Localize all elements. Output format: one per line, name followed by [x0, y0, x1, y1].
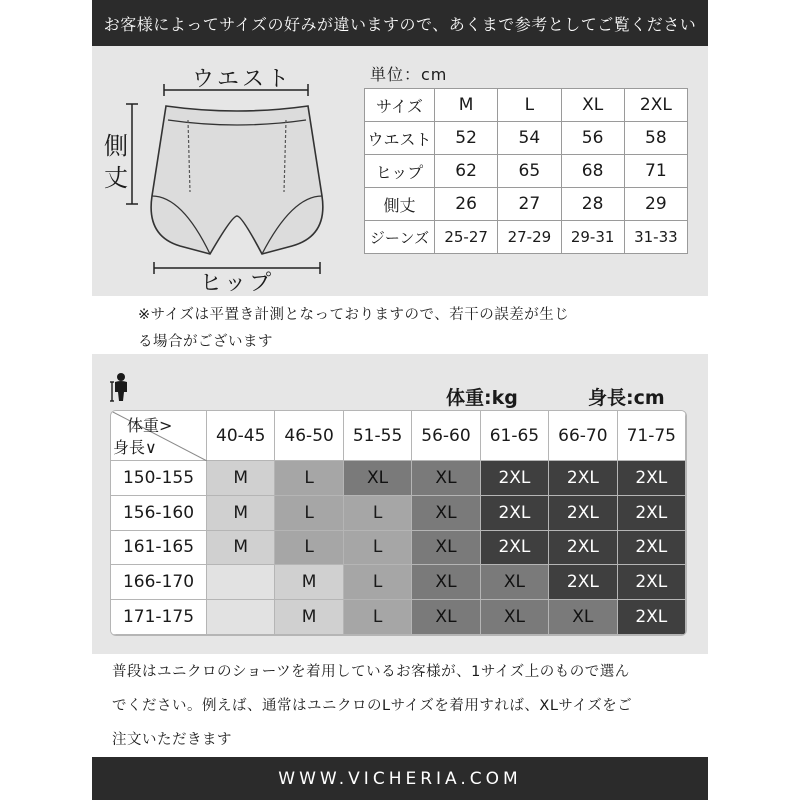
size-cell: L — [275, 531, 343, 566]
size-table-cell: 29 — [624, 188, 687, 221]
weight-header-cell: 61-65 — [481, 411, 549, 461]
hip-label: ヒップ — [199, 271, 275, 296]
size-table-header — [365, 89, 688, 122]
size-cell: L — [344, 600, 412, 635]
size-cell — [207, 600, 275, 635]
size-table-cell: 68 — [561, 155, 624, 188]
size-table-cell: M — [435, 89, 498, 122]
unit-label: 単位：cm — [370, 65, 448, 84]
size-cell: M — [207, 496, 275, 531]
size-table-cell: 27 — [498, 188, 561, 221]
size-cell — [207, 565, 275, 600]
weight-header-cell: 51-55 — [344, 411, 412, 461]
measurement-note-line: ※サイズは平置き計測となっておりますので、若干の誤差が生じ — [138, 307, 570, 323]
size-cell: XL — [412, 461, 480, 496]
size-table-cell: 71 — [624, 155, 687, 188]
bottom-banner — [92, 757, 708, 800]
body-figure-icon — [110, 372, 132, 402]
side-label-1: 側 — [104, 132, 128, 160]
size-table-cell: 26 — [435, 188, 498, 221]
size-table-cell: 2XL — [624, 89, 687, 122]
uniqlo-note-line: 注文いただきます — [112, 732, 232, 748]
uniqlo-note — [112, 655, 702, 757]
size-cell: XL — [344, 461, 412, 496]
size-table-cell: 52 — [435, 122, 498, 155]
panties-outline — [151, 106, 323, 254]
size-cell: 2XL — [481, 531, 549, 566]
size-cell: XL — [412, 531, 480, 566]
size-cell: L — [275, 496, 343, 531]
size-table — [364, 88, 688, 254]
weight-unit-label: 体重:kg — [446, 387, 518, 409]
size-table-cell: 31-33 — [624, 221, 687, 254]
size-table-cell: 62 — [435, 155, 498, 188]
size-cell: L — [344, 496, 412, 531]
size-cell: 2XL — [618, 531, 686, 566]
size-cell: 2XL — [549, 531, 617, 566]
size-table-row — [365, 221, 688, 254]
weight-header-cell: 40-45 — [207, 411, 275, 461]
garment-diagram — [92, 46, 352, 296]
size-cell: XL — [412, 496, 480, 531]
size-table-cell: L — [498, 89, 561, 122]
size-cell: XL — [549, 600, 617, 635]
size-table-cell: ウエスト — [365, 122, 435, 155]
size-cell: 2XL — [481, 461, 549, 496]
weight-header-cell: 66-70 — [549, 411, 617, 461]
grid-corner-cell — [111, 411, 207, 461]
size-table-cell: 側丈 — [365, 188, 435, 221]
corner-weight-label: 体重> — [127, 416, 173, 435]
size-table-cell: 54 — [498, 122, 561, 155]
size-table-cell: ヒップ — [365, 155, 435, 188]
size-cell: L — [344, 531, 412, 566]
size-cell: M — [275, 600, 343, 635]
size-table-row — [365, 188, 688, 221]
size-cell: 2XL — [549, 565, 617, 600]
height-unit-label: 身長:cm — [588, 387, 665, 409]
size-cell: M — [207, 531, 275, 566]
size-cell: XL — [481, 600, 549, 635]
size-recommendation-grid — [110, 410, 687, 636]
height-row-label: 150-155 — [111, 461, 207, 496]
corner-height-label: 身長∨ — [113, 438, 157, 457]
top-banner — [92, 0, 708, 46]
top-banner-text: お客様によってサイズの好みが違いますので、あくまで参考としてご覧ください — [103, 14, 697, 34]
size-cell: M — [207, 461, 275, 496]
weight-header-cell: 71-75 — [618, 411, 686, 461]
height-row-label: 156-160 — [111, 496, 207, 531]
size-cell: 2XL — [618, 461, 686, 496]
measurement-note-line: る場合がございます — [138, 334, 273, 350]
uniqlo-note-line: でください。例えば、通常はユニクロのLサイズを着用すれば、XLサイズをご — [112, 698, 633, 714]
size-table-cell: サイズ — [365, 89, 435, 122]
size-table-cell: 28 — [561, 188, 624, 221]
size-cell: 2XL — [549, 496, 617, 531]
size-table-row — [365, 122, 688, 155]
size-table-cell: 58 — [624, 122, 687, 155]
website-url: WWW.VICHERIA.COM — [278, 768, 522, 789]
size-cell: 2XL — [481, 496, 549, 531]
size-table-cell: 65 — [498, 155, 561, 188]
size-cell: XL — [481, 565, 549, 600]
size-table-cell: 56 — [561, 122, 624, 155]
height-row-label: 166-170 — [111, 565, 207, 600]
side-label-2: 丈 — [104, 164, 128, 192]
size-table-cell: XL — [561, 89, 624, 122]
size-cell: XL — [412, 600, 480, 635]
size-table-row — [365, 155, 688, 188]
weight-header-cell: 46-50 — [275, 411, 343, 461]
size-table-cell: 29-31 — [561, 221, 624, 254]
size-cell: 2XL — [618, 565, 686, 600]
size-cell: 2XL — [618, 600, 686, 635]
size-cell: XL — [412, 565, 480, 600]
size-cell: 2XL — [618, 496, 686, 531]
uniqlo-note-line: 普段はユニクロのショーツを着用しているお客様が、1サイズ上のもので選ん — [112, 664, 630, 680]
size-cell: L — [344, 565, 412, 600]
size-table-cell: 25-27 — [435, 221, 498, 254]
size-cell: M — [275, 565, 343, 600]
size-table-cell: 27-29 — [498, 221, 561, 254]
size-cell: L — [275, 461, 343, 496]
waist-label: ウエスト — [191, 67, 293, 92]
size-cell: 2XL — [549, 461, 617, 496]
height-row-label: 171-175 — [111, 600, 207, 635]
measurement-note — [138, 302, 658, 356]
size-table-cell: ジーンズ — [365, 221, 435, 254]
height-row-label: 161-165 — [111, 531, 207, 566]
weight-header-cell: 56-60 — [412, 411, 480, 461]
